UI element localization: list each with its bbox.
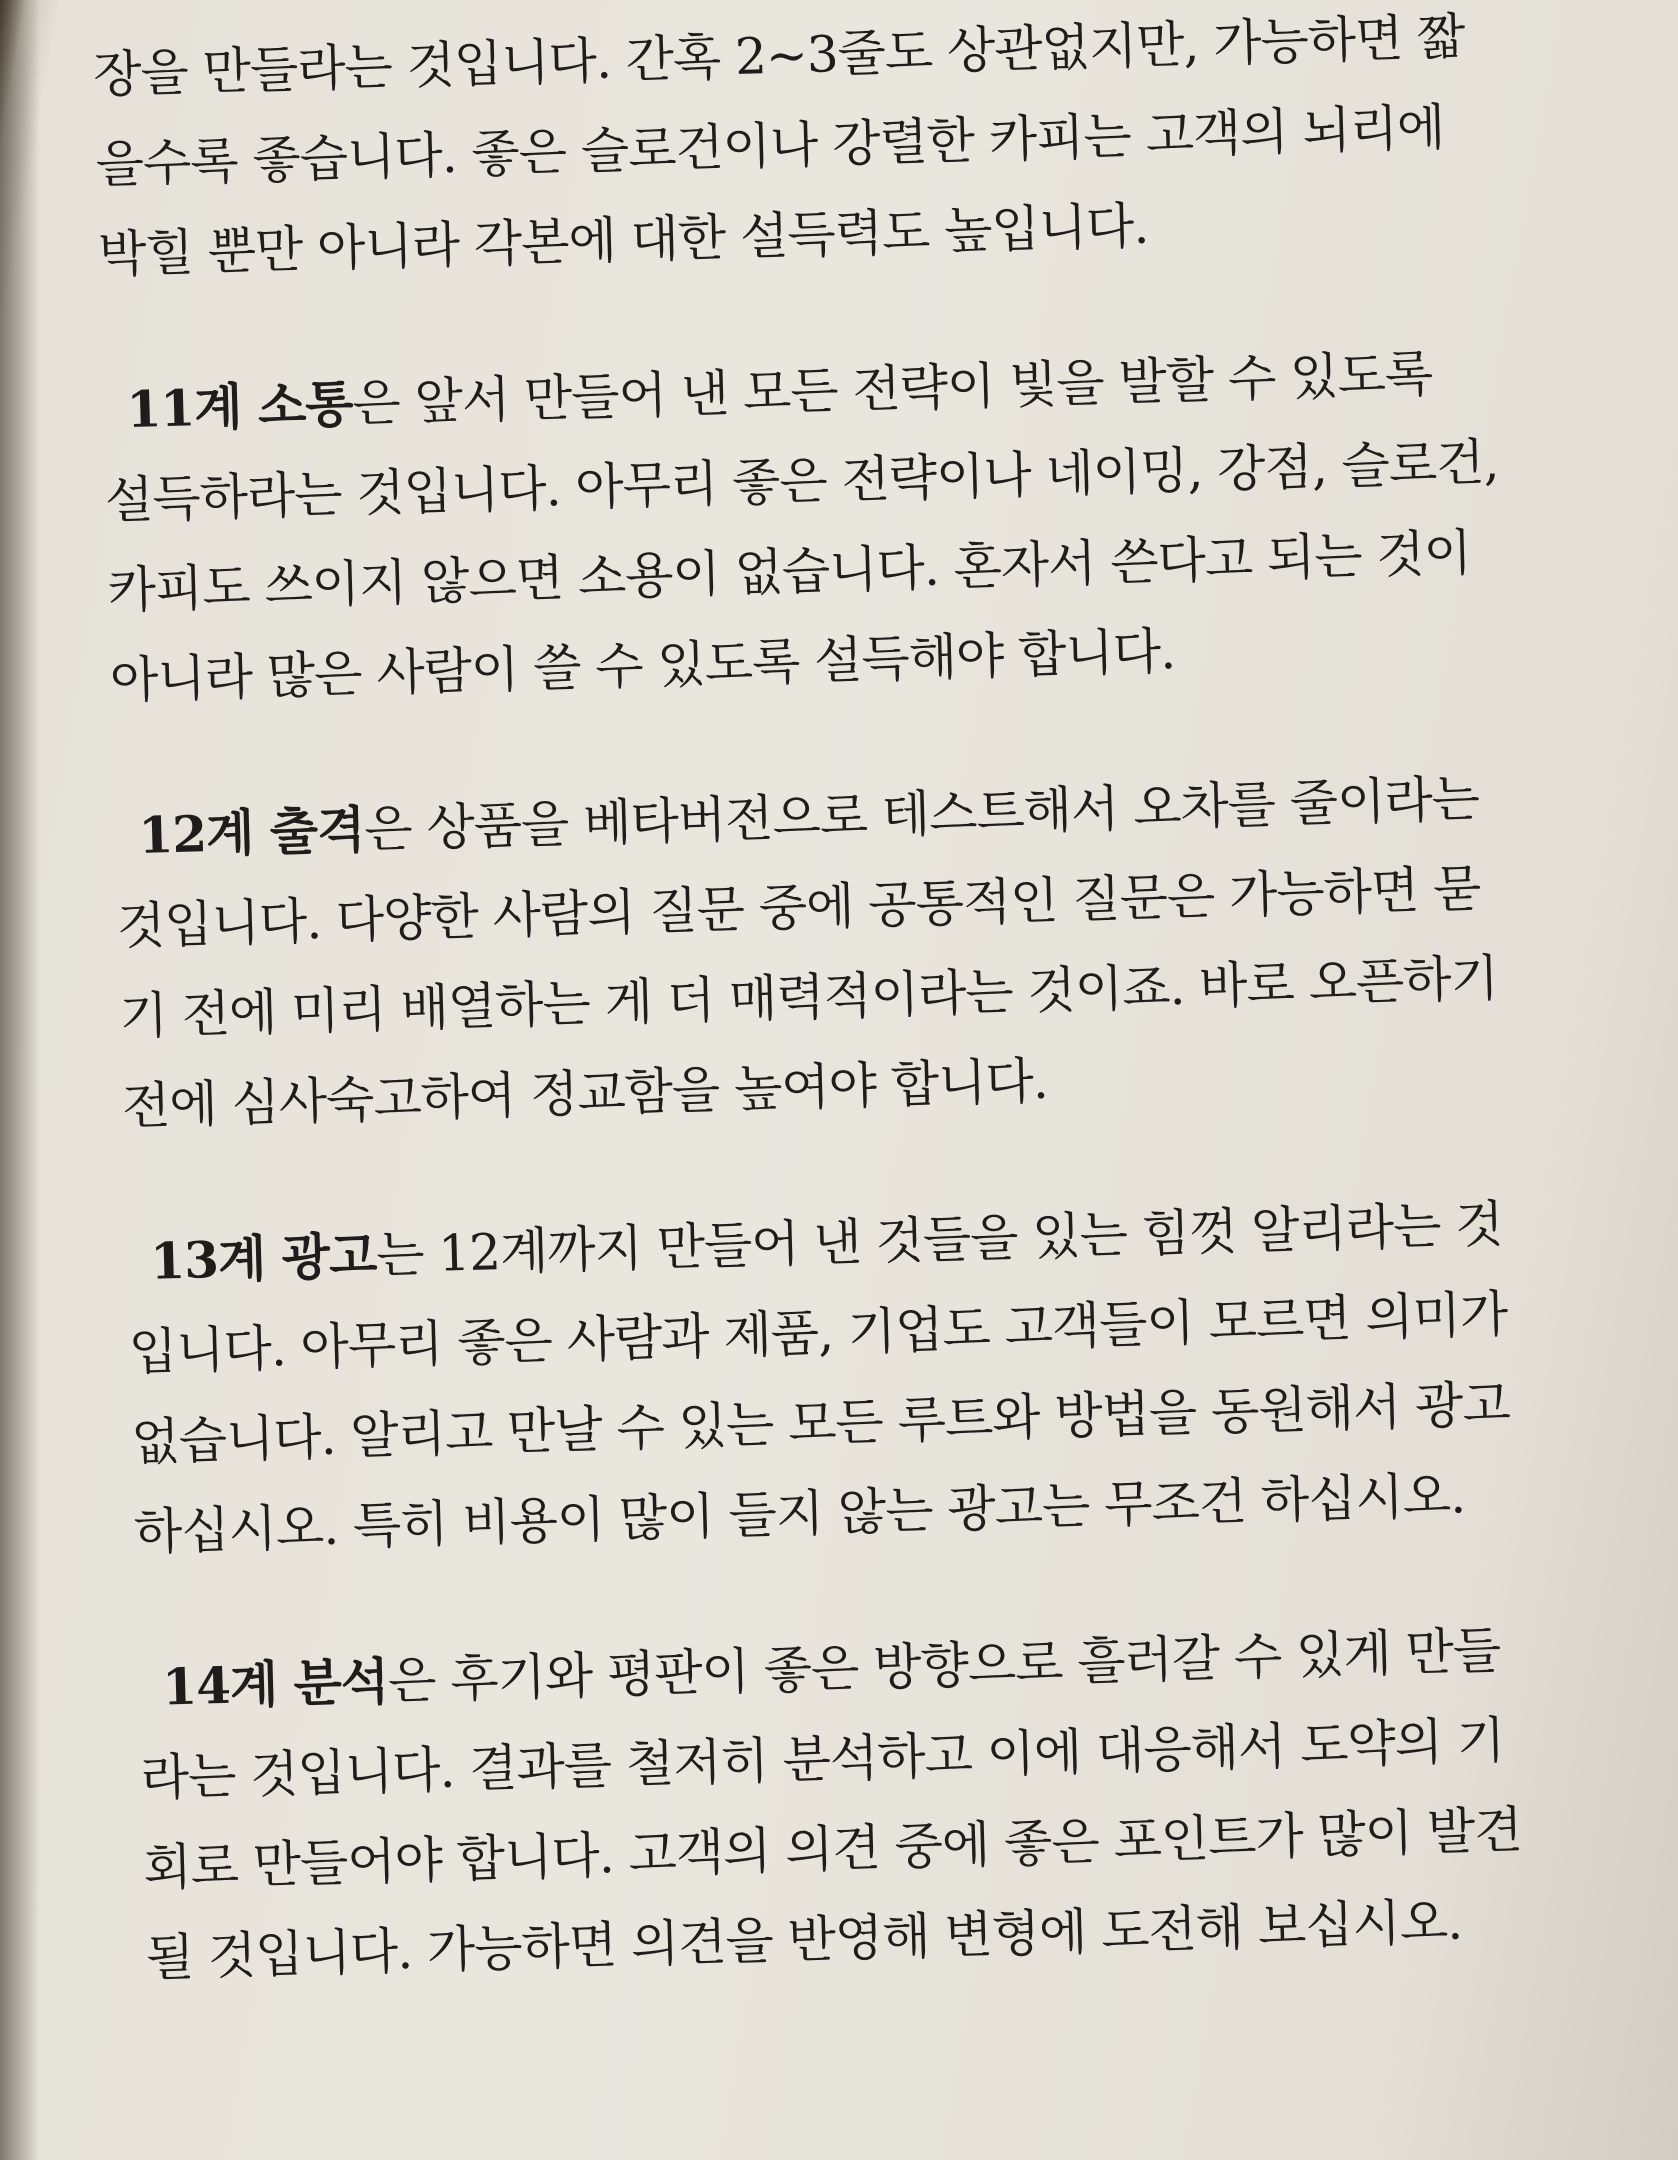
step-13-term: 13계 광고 xyxy=(149,1225,378,1291)
text-line-rest: 는 12계까지 만들어 낸 것들을 있는 힘껏 알리라는 것 xyxy=(375,1195,1504,1285)
text-line: 라는 것입니다. 결과를 철저히 분석하고 이에 대응해서 도약의 기 xyxy=(140,1711,1505,1808)
text-line: 장을 만들라는 것입니다. 간혹 2~3줄도 상관없지만, 가능하면 짧 xyxy=(92,7,1466,104)
text-line: 박힐 뿐만 아니라 각본에 대한 설득력도 높입니다. xyxy=(97,196,1149,284)
step-14-term: 14계 분석 xyxy=(161,1651,389,1717)
paragraph-intro xyxy=(92,0,1466,300)
text-line: 것입니다. 다양한 사람의 질문 중에 공통적인 질문은 가능하면 묻 xyxy=(116,859,1482,956)
paragraph-12-launch xyxy=(113,755,1499,1151)
text-line: 설득하라는 것입니다. 아무리 좋은 전략이나 네이밍, 강점, 슬로건, xyxy=(104,432,1500,530)
text-line: 기 전에 미리 배열하는 게 더 매력적이라는 것이죠. 바로 오픈하기 xyxy=(118,949,1499,1046)
text-line: 전에 심사숙고하여 정교함을 높여야 합니다. xyxy=(121,1051,1049,1136)
text-line-rest: 은 앞서 만들어 낸 모든 전략이 빛을 발할 수 있도록 xyxy=(351,344,1433,433)
text-line: 아니라 많은 사람이 쓸 수 있도록 설득해야 합니다. xyxy=(109,622,1176,710)
step-11-term: 11계 소통 xyxy=(125,373,354,440)
step-12-term: 12계 출격 xyxy=(137,799,366,866)
text-line: 입니다. 아무리 좋은 사람과 제품, 기업도 고객들이 모르면 의미가 xyxy=(128,1284,1508,1382)
text-line: 될 것입니다. 가능하면 의견을 반영해 변형에 도전해 보십시오. xyxy=(145,1892,1463,1988)
paragraph-11-communication xyxy=(101,330,1500,726)
text-line: 카피도 쓰이지 않으면 소용이 없습니다. 혼자서 쓴다고 되는 것이 xyxy=(106,523,1472,620)
text-line: 을수록 좋습니다. 좋은 슬로건이나 강렬한 카피는 고객의 뇌리에 xyxy=(94,98,1446,194)
paragraph-13-advertising xyxy=(125,1181,1511,1577)
book-gutter-shadow xyxy=(0,0,40,2160)
paragraph-14-analysis xyxy=(137,1607,1523,2003)
text-line-rest: 은 상품을 베타버전으로 테스트해서 오차를 줄이라는 xyxy=(363,769,1480,859)
text-line: 없습니다. 알리고 만날 수 있는 모든 루트와 방법을 동원해서 광고 xyxy=(130,1374,1511,1472)
text-line: 회로 만들어야 합니다. 고객의 의견 중에 좋은 포인트가 많이 발견 xyxy=(142,1800,1523,1898)
text-line: 하십시오. 특히 비용이 많이 들지 않는 광고는 무조건 하십시오. xyxy=(133,1466,1466,1562)
book-page-text xyxy=(92,0,1523,2003)
text-line-rest: 은 후기와 평판이 좋은 방향으로 흘러갈 수 있게 만들 xyxy=(387,1621,1501,1711)
